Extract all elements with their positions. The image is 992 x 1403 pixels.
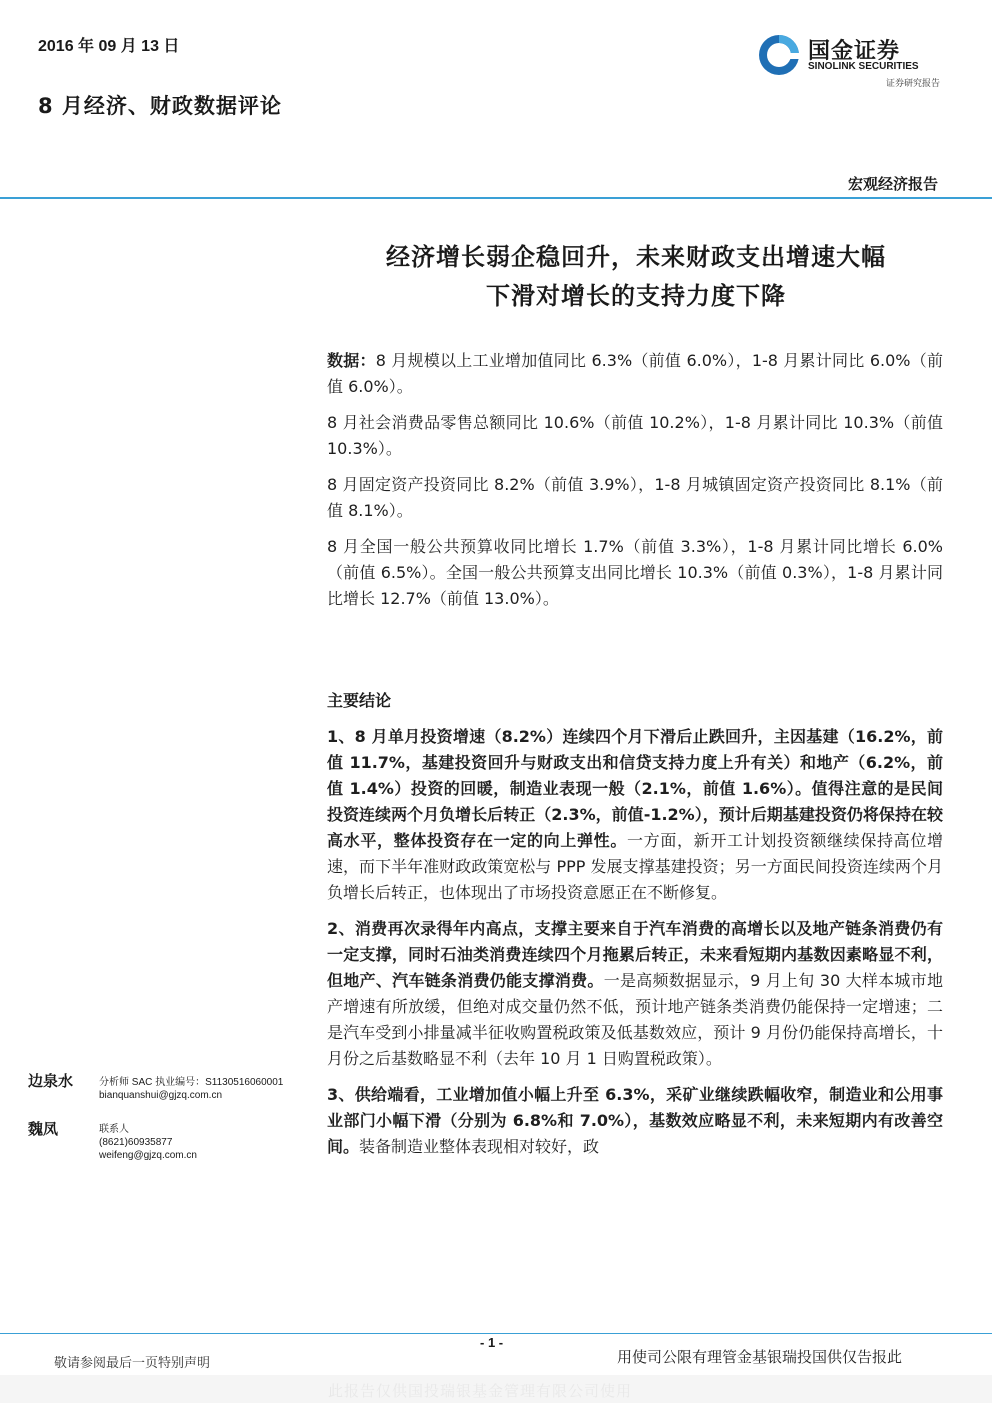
logo-text-cn: 国金证券 [808,39,901,64]
conclusions-title: 主要结论 [327,691,392,710]
logo-text-en: SINOLINK SECURITIES [808,61,919,72]
footer-notice: 用使司公限有理管金基银瑞投国供仅告报此 [617,1348,903,1366]
page-number: - 1 - [480,1335,504,1350]
data-paragraph-4: 8 月全国一般公共预算收同比增长 1.7%（前值 3.3%），1-8 月累计同比增长 6.0%（前值 6.5%）。全国一般公共预算支出同比增长 10.3%（前值 0.3%），1-8 月累计同比增长 12.7%（前值 13.0%）。 [327,537,943,608]
author-info-2 [99,1123,197,1162]
author-1-sac: 分析师 SAC 执业编号：S1130516060001 [99,1077,284,1088]
conclusion-3-text: 装备制造业整体表现相对较好，政 [359,1137,600,1156]
footer-divider [0,1333,992,1334]
footer-disclaimer: 敬请参阅最后一页特别声明 [54,1356,211,1371]
logo-mark-icon [756,32,802,78]
data-paragraph-3: 8 月固定资产投资同比 8.2%（前值 3.9%），1-8 月城镇固定资产投资同比 8.1%（前值 8.1%）。 [327,475,943,520]
conclusion-1 [327,724,943,906]
footer-watermark: 此报告仅供国投瑞银基金管理有限公司使用 [328,1382,633,1400]
author-name-2: 魏凤 [28,1120,59,1138]
author-1-email: bianquanshui@gjzq.com.cn [99,1090,223,1101]
headline-line-2: 下滑对增长的支持力度下降 [486,282,786,310]
data-paragraph-2: 8 月社会消费品零售总额同比 10.6%（前值 10.2%），1-8 月累计同比 10.3%（前值 10.3%）。 [327,413,943,458]
conclusion-1-text: 一方面，新开工计划投资额继续保持高位增速，而下半年准财政政策宽松与 PPP 发展支撑基建投资；另一方面民间投资连续两个月负增长后转正，也体现出了市场投资意愿正在不断修复。 [327,831,943,902]
company-logo [756,30,946,92]
author-2-role: 联系人 [99,1124,129,1135]
report-category: 宏观经济报告 [847,175,938,193]
conclusion-1-bold: 1、8 月单月投资增速（8.2%）连续四个月下滑后止跌回升，主因基建（16.2%，前值 11.7%，基建投资回升与财政支出和信贷支持力度上升有关）和地产（6.2%，前值 1.4%）投资的回暖，制造业表现一般（2.1%，前值 1.6%）。值得注意的是民间投资连续两个月负增长后转正（2.3%，前值-1.2%），预计后期基建投资仍将保持在较高水平，整体投资存在一定的向上弹性。 [327,727,943,850]
author-info-1 [99,1076,283,1102]
author-2-email: weifeng@gjzq.com.cn [99,1150,197,1161]
headline [326,238,946,316]
report-name: 8 月经济、财政数据评论 [38,94,282,118]
author-name-1: 边泉水 [28,1072,74,1090]
conclusion-2-text: 一是高频数据显示，9 月上旬 30 大样本城市地产增速有所放缓，但绝对成交量仍然不低，预计地产链条类消费仍能保持一定增速；二是汽车受到小排量减半征收购置税政策及低基数效应，预计 9 月份仍能保持高增长，十月份之后基数略显不利（去年 10 月 1 日购置税政策）。 [327,971,943,1068]
data-label: 数据： [327,351,376,370]
report-date: 2016 年 09 月 13 日 [38,38,180,55]
logo-subtitle: 证券研究报告 [885,79,940,89]
conclusion-2 [327,916,943,1072]
conclusions-section [327,724,943,1170]
headline-line-1: 经济增长弱企稳回升，未来财政支出增速大幅 [386,243,886,271]
conclusion-3 [327,1082,943,1160]
data-paragraph-1 [327,348,943,400]
data-section [327,348,943,622]
conclusion-2-bold: 2、消费再次录得年内高点，支撑主要来自于汽车消费的高增长以及地产链条消费仍有一定支撑，同时石油类消费连续四个月拖累后转正，未来看短期内基数因素略显不利，但地产、汽车链条消费仍能支撑消费。 [327,919,943,990]
header-divider [0,197,992,199]
data-text-1: 8 月规模以上工业增加值同比 6.3%（前值 6.0%），1-8 月累计同比 6.0%（前值 6.0%）。 [327,351,943,396]
conclusion-3-bold: 3、供给端看，工业增加值小幅上升至 6.3%，采矿业继续跌幅收窄，制造业和公用事业部门小幅下滑（分别为 6.8%和 7.0%），基数效应略显不利，未来短期内有改善空间。 [327,1085,943,1156]
author-2-phone: (8621)60935877 [99,1137,173,1148]
